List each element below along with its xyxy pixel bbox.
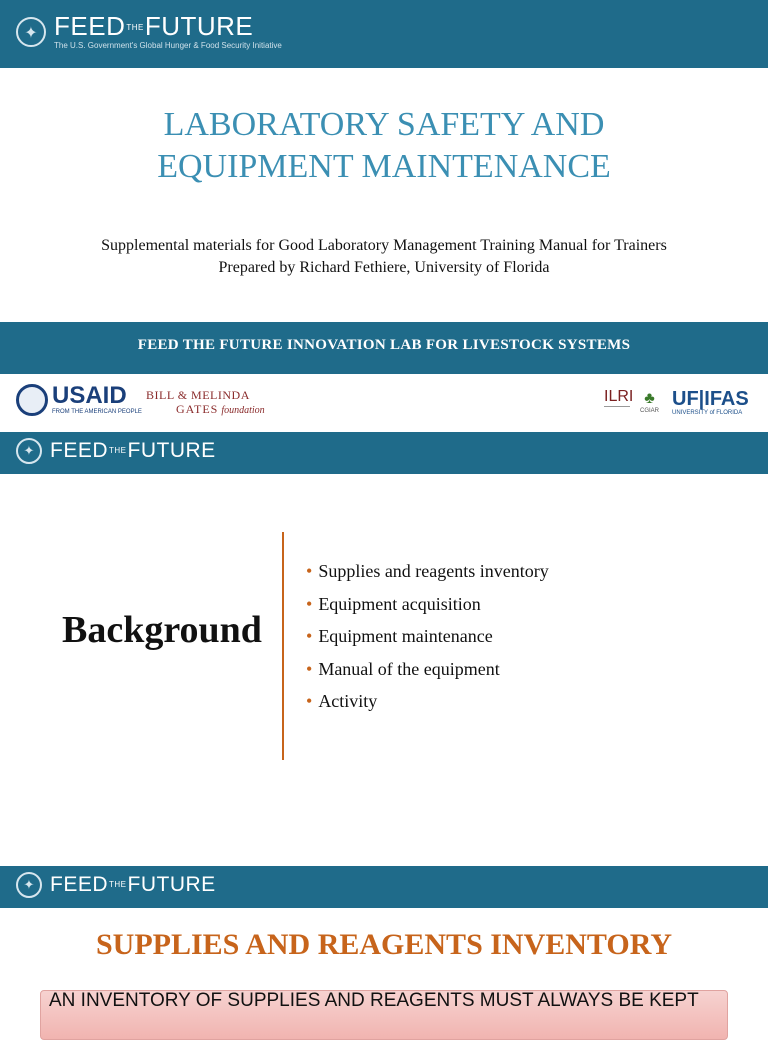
feed-the-future-logo <box>16 438 216 464</box>
inventory-note-box: AN INVENTORY OF SUPPLIES AND REAGENTS MUST ALWAYS BE KEPT <box>40 990 728 1040</box>
feed-the-future-logo <box>16 13 282 51</box>
list-item: • Manual of the equipment <box>306 658 500 679</box>
us-seal-icon: ✦ <box>16 17 46 47</box>
feed-the-future-logo <box>16 872 216 898</box>
usaid-logo: USAID FROM THE AMERICAN PEOPLE <box>16 384 142 416</box>
cgiar-logo: ♣ CGIAR <box>640 390 660 414</box>
innovation-lab-title: FEED THE FUTURE INNOVATION LAB FOR LIVESTOCK SYSTEMS <box>137 337 631 353</box>
presentation-title: LABORATORY SAFETY AND EQUIPMENT MAINTENANCE <box>157 106 611 185</box>
brand-name: FEEDTHEFUTURE <box>54 11 254 41</box>
list-item: • Activity <box>306 691 378 711</box>
list-item: • Equipment acquisition <box>306 593 481 614</box>
divider-line <box>282 532 284 760</box>
presentation-subtitle: Supplemental materials for Good Laboratory Management Training Manual for Trainers Prepared by Richard Fethiere, University of Florida <box>101 237 667 276</box>
us-seal-icon: ✦ <box>16 872 42 898</box>
us-seal-icon: ✦ <box>16 438 42 464</box>
supplies-heading: SUPPLIES AND REAGENTS INVENTORY <box>95 928 673 961</box>
gates-foundation-logo: BILL & MELINDA GATES foundation <box>146 388 265 416</box>
uf-ifas-logo: UF|IFAS UNIVERSITY of FLORIDA <box>672 388 749 416</box>
ilri-logo: ILRI <box>604 388 633 417</box>
background-bullet-list <box>306 560 549 723</box>
brand-name: FEEDTHEFUTURE <box>50 872 216 896</box>
list-item: • Equipment maintenance <box>306 626 493 646</box>
brand-name: FEEDTHEFUTURE <box>50 438 216 462</box>
slide2-header-bar <box>0 432 768 474</box>
background-heading: Background <box>62 609 262 651</box>
list-item: • Supplies and reagents inventory <box>306 561 549 581</box>
brand-tagline: The U.S. Government's Global Hunger & Food Security Initiative <box>54 41 282 51</box>
leaf-icon: ♣ <box>644 390 655 407</box>
slide3-header-bar <box>0 866 768 908</box>
slide1-header-bar <box>0 0 768 68</box>
usaid-seal-icon <box>16 384 48 416</box>
